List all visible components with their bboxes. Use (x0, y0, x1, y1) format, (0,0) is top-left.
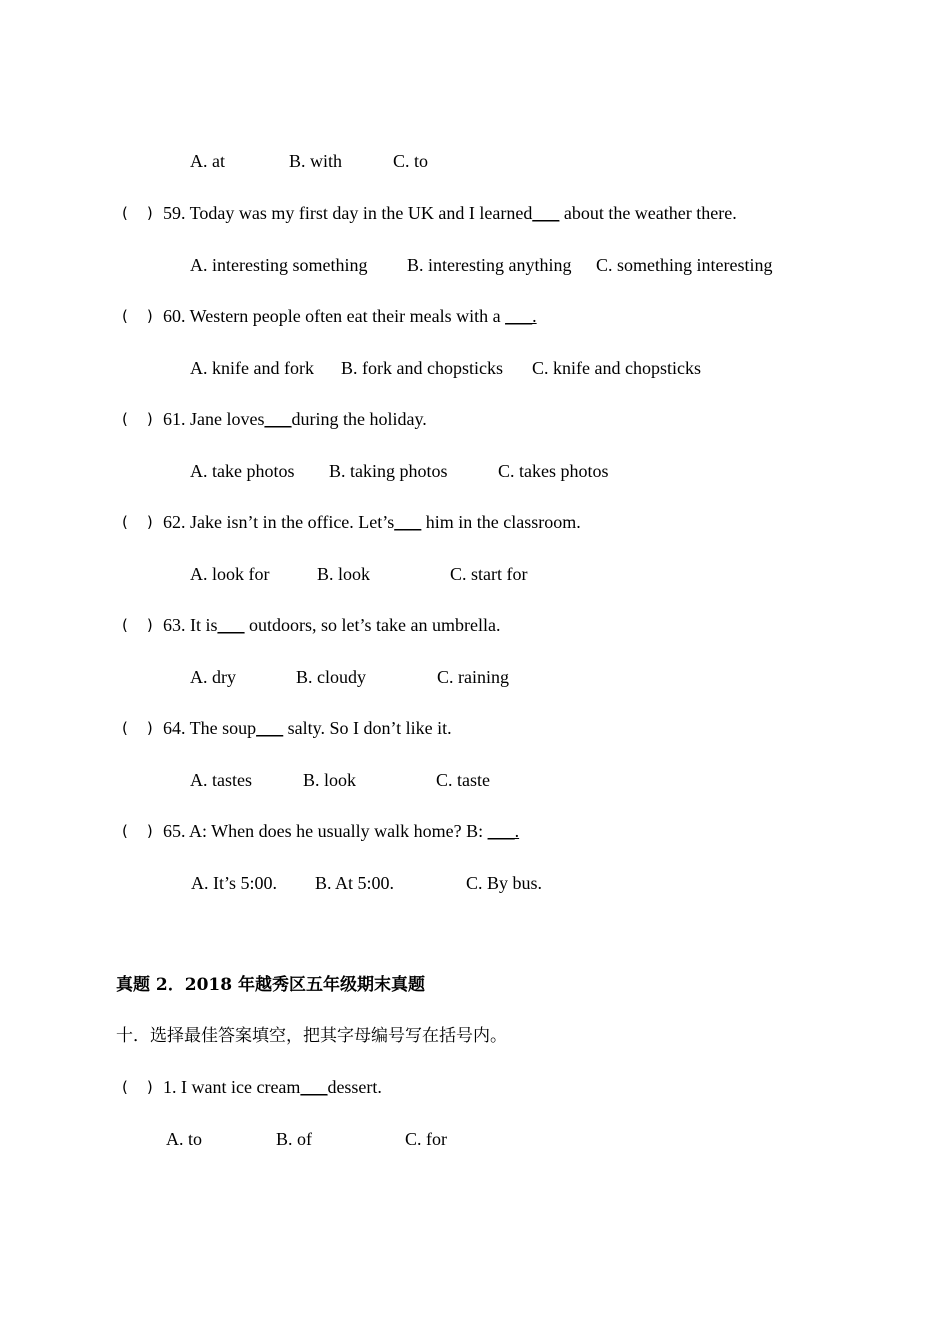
q61-option-a: A. take photos (190, 461, 295, 481)
q62-option-c: C. start for (450, 564, 528, 584)
question-text: during the holiday. (291, 409, 427, 429)
q63-option-a: A. dry (190, 667, 236, 687)
section-instruction: 十．选择最佳答案填空，把其字母编号写在括号内。 (116, 1026, 507, 1046)
q60-option-c: C. knife and chopsticks (532, 358, 701, 378)
q59-option-c: C. something interesting (596, 255, 773, 275)
question-text: about the weather there. (559, 203, 737, 223)
q64-option-a: A. tastes (190, 770, 252, 790)
q61-option-c: C. takes photos (498, 461, 609, 481)
answer-parentheses: ( ) (122, 307, 153, 325)
q1-option-c: C. for (405, 1129, 447, 1149)
q59-option-a: A. interesting something (190, 255, 368, 275)
answer-blank: ___ (217, 615, 245, 635)
question-64 (163, 717, 452, 739)
q65-option-a: A. It’s 5:00. (191, 873, 278, 893)
answer-blank: ___. (487, 821, 520, 841)
answer-blank: ___ (256, 718, 284, 738)
answer-parentheses: ( ) (122, 822, 153, 840)
question-60 (163, 305, 537, 327)
question-text: salty. So I don’t like it. (283, 718, 452, 738)
section-heading: 真题 2．2018 年越秀区五年级期末真题 (116, 975, 425, 995)
answer-blank: ___ (300, 1077, 328, 1097)
answer-parentheses: ( ) (122, 616, 153, 634)
q58-option-b: B. with (289, 151, 343, 171)
q62-option-a: A. look for (190, 564, 270, 584)
question-text: 1. I want ice cream (163, 1077, 301, 1097)
question-63 (163, 614, 500, 636)
q64-option-b: B. look (303, 770, 357, 790)
q63-option-c: C. raining (437, 667, 509, 687)
question-text: 62. Jake isn’t in the office. Let’s (163, 512, 395, 532)
question-text: 59. Today was my first day in the UK and I learned (163, 203, 533, 223)
q60-option-a: A. knife and fork (190, 358, 314, 378)
q58-option-a: A. at (190, 151, 225, 171)
answer-blank: ___ (264, 409, 292, 429)
question-62 (163, 511, 581, 533)
answer-parentheses: ( ) (122, 204, 153, 222)
q65-option-b: B. At 5:00. (315, 873, 395, 893)
answer-blank: ___ (394, 512, 422, 532)
q65-option-c: C. By bus. (466, 873, 543, 893)
q58-option-c: C. to (393, 151, 429, 171)
question-text: outdoors, so let’s take an umbrella. (244, 615, 501, 635)
answer-blank: ___ (532, 203, 560, 223)
answer-parentheses: ( ) (122, 719, 153, 737)
question-text: dessert. (327, 1077, 382, 1097)
question-text: 63. It is (163, 615, 218, 635)
q1-option-b: B. of (276, 1129, 312, 1149)
question-text: him in the classroom. (421, 512, 581, 532)
question-text: 65. A: When does he usually walk home? B: (163, 821, 488, 841)
answer-blank: ___. (505, 306, 537, 326)
q61-option-b: B. taking photos (329, 461, 448, 481)
answer-parentheses: ( ) (122, 513, 153, 531)
q63-option-b: B. cloudy (296, 667, 366, 687)
answer-parentheses: ( ) (122, 1078, 153, 1096)
question-1 (163, 1076, 382, 1098)
question-text: 64. The soup (163, 718, 257, 738)
question-text: 60. Western people often eat their meals with a (163, 306, 506, 326)
q60-option-b: B. fork and chopsticks (341, 358, 503, 378)
q62-option-b: B. look (317, 564, 371, 584)
question-59 (163, 202, 737, 224)
question-65 (163, 820, 519, 842)
q59-option-b: B. interesting anything (407, 255, 572, 275)
q64-option-c: C. taste (436, 770, 490, 790)
question-text: 61. Jane loves (163, 409, 265, 429)
answer-parentheses: ( ) (122, 410, 153, 428)
question-61 (163, 408, 427, 430)
q1-option-a: A. to (166, 1129, 202, 1149)
